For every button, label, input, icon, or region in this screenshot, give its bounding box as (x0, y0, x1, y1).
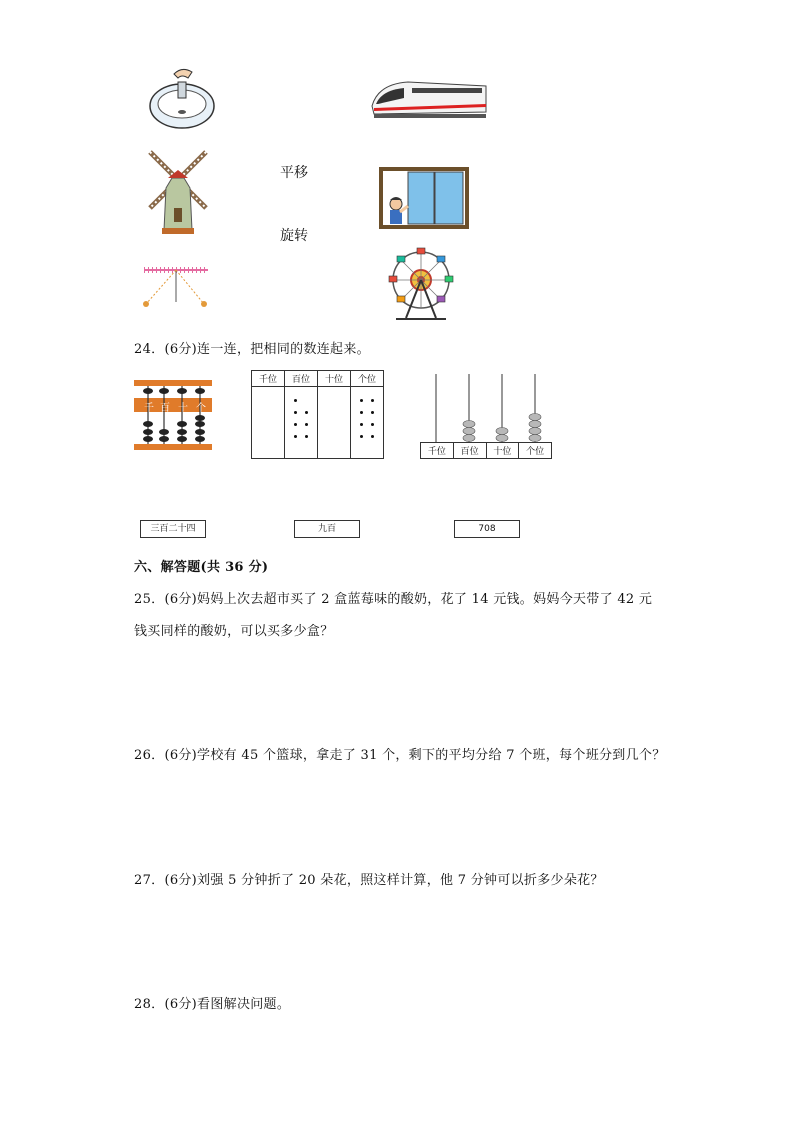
swing-picture (140, 266, 212, 312)
dot (305, 423, 308, 426)
pv-cell-tens (318, 387, 351, 459)
dot (294, 399, 297, 402)
label-rotation: 旋转 (280, 228, 308, 244)
section-title: 六、解答题(共 36 分) (134, 560, 269, 575)
swing-icon (140, 266, 212, 312)
answer-box-3[interactable]: 708 (454, 520, 520, 538)
dot (305, 411, 308, 414)
counting-rods-icon (420, 372, 552, 444)
window-picture (378, 166, 470, 230)
counter-label-thousands: 千位 (421, 443, 454, 459)
train-picture (368, 76, 490, 122)
answer-box-2[interactable]: 九百 (294, 520, 360, 538)
counting-frame (420, 372, 552, 462)
pv-cell-ones (351, 387, 384, 459)
pv-header-tens: 十位 (318, 371, 351, 387)
pv-header-hundreds: 百位 (285, 371, 318, 387)
faucet-icon (148, 64, 220, 132)
pv-cell-hundreds (285, 387, 318, 459)
abacus-icon (134, 380, 212, 450)
answer-box-1[interactable]: 三百二十四 (140, 520, 206, 538)
dot (360, 423, 363, 426)
pv-cell-thousands (252, 387, 285, 459)
dot (371, 411, 374, 414)
dot (305, 435, 308, 438)
abacus-label-ones: 个 (196, 403, 206, 414)
dot (371, 423, 374, 426)
counter-label-hundreds: 百位 (453, 443, 486, 459)
counter-label-tens: 十位 (486, 443, 519, 459)
windmill-icon (146, 148, 210, 236)
counter-label-ones: 个位 (519, 443, 552, 459)
q28-text: 28．(6分)看图解决问题。 (134, 997, 291, 1012)
dot (294, 435, 297, 438)
dot (371, 399, 374, 402)
train-icon (368, 76, 490, 122)
ferris-wheel-picture (386, 246, 456, 322)
q26-text: 26．(6分)学校有 45 个篮球，拿走了 31 个，剩下的平均分给 7 个班，每个班分到几个？ (134, 748, 666, 763)
faucet-picture (148, 64, 220, 132)
dot (360, 399, 363, 402)
dot (294, 423, 297, 426)
dot (294, 411, 297, 414)
windmill-picture (146, 148, 210, 236)
sliding-window-icon (378, 166, 470, 230)
ferris-wheel-icon (386, 246, 456, 322)
q27-text: 27．(6分)刘强 5 分钟折了 20 朵花，照这样计算，他 7 分钟可以折多少朵花？ (134, 873, 604, 888)
abacus-picture (134, 380, 212, 450)
dot (360, 435, 363, 438)
place-value-table (251, 370, 384, 459)
q24-text: 24．(6分)连一连，把相同的数连起来。 (134, 342, 370, 357)
abacus-label-thousands: 千 (144, 403, 154, 414)
pv-header-thousands: 千位 (252, 371, 285, 387)
q25-line2: 钱买同样的酸奶，可以买多少盒？ (134, 624, 334, 639)
dot (371, 435, 374, 438)
pv-header-ones: 个位 (351, 371, 384, 387)
dot (360, 411, 363, 414)
label-translation: 平移 (280, 165, 308, 181)
abacus-label-hundreds: 百 (160, 403, 170, 414)
q25-line1: 25．(6分)妈妈上次去超市买了 2 盒蓝莓味的酸奶，花了 14 元钱。妈妈今天带了 42 元 (134, 592, 653, 607)
abacus-label-tens: 十 (178, 403, 188, 414)
